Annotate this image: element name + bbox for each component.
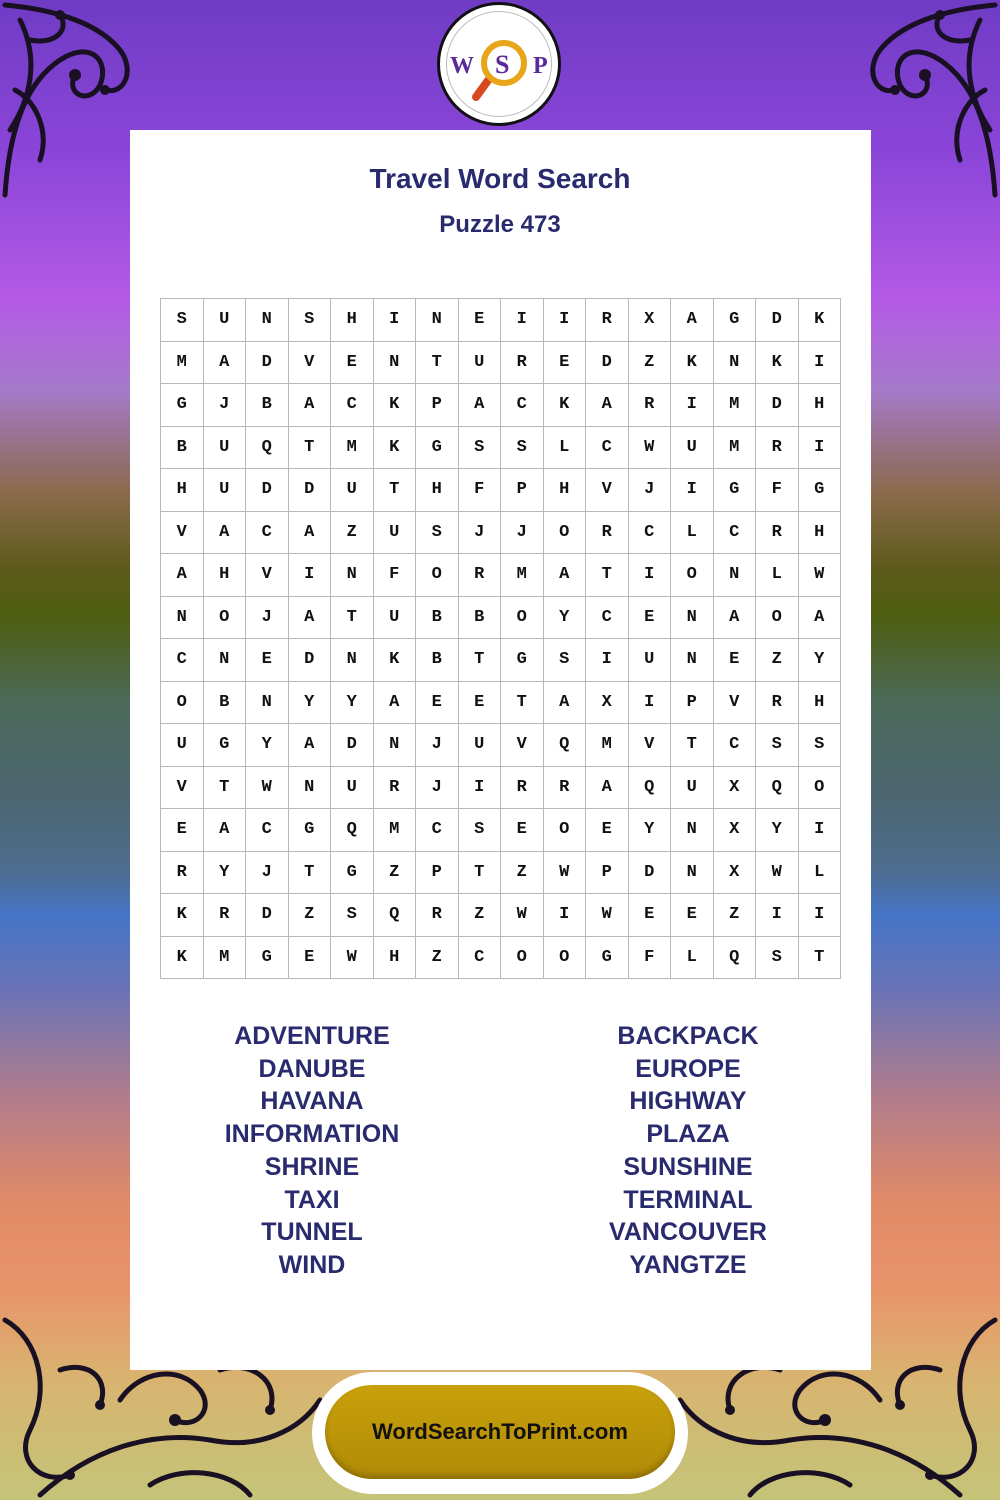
grid-cell[interactable]: N [246,299,289,342]
grid-cell[interactable]: B [416,597,459,640]
grid-cell[interactable]: R [586,512,629,555]
grid-cell[interactable]: H [416,469,459,512]
grid-cell[interactable]: H [374,937,417,980]
grid-cell[interactable]: P [671,682,714,725]
grid-cell[interactable]: Z [629,342,672,385]
grid-cell[interactable]: V [161,767,204,810]
grid-cell[interactable]: I [544,894,587,937]
grid-cell[interactable]: S [544,639,587,682]
grid-cell[interactable]: V [586,469,629,512]
grid-cell[interactable]: D [756,299,799,342]
grid-cell[interactable]: R [161,852,204,895]
grid-cell[interactable]: N [714,554,757,597]
grid-cell[interactable]: N [671,597,714,640]
grid-cell[interactable]: F [629,937,672,980]
grid-cell[interactable]: L [671,937,714,980]
grid-cell[interactable]: R [586,299,629,342]
grid-cell[interactable]: C [586,427,629,470]
grid-cell[interactable]: G [501,639,544,682]
grid-cell[interactable]: Z [374,852,417,895]
word-list-item: ADVENTURE [234,1022,390,1050]
grid-cell[interactable]: S [289,299,332,342]
grid-cell[interactable]: O [544,937,587,980]
grid-cell[interactable]: W [501,894,544,937]
grid-cell[interactable]: P [501,469,544,512]
grid-cell[interactable]: G [246,937,289,980]
grid-cell[interactable]: O [671,554,714,597]
grid-cell[interactable]: I [629,554,672,597]
grid-cell[interactable]: T [586,554,629,597]
grid-cell[interactable]: N [671,852,714,895]
grid-cell[interactable]: X [714,809,757,852]
grid-cell[interactable]: U [161,724,204,767]
grid-cell[interactable]: E [586,809,629,852]
grid-cell[interactable]: H [331,299,374,342]
site-logo[interactable] [437,2,561,126]
grid-cell[interactable]: K [161,937,204,980]
grid-cell[interactable]: C [629,512,672,555]
grid-cell[interactable]: H [799,682,842,725]
grid-cell[interactable]: A [289,512,332,555]
grid-cell[interactable]: V [501,724,544,767]
grid-cell[interactable]: E [459,682,502,725]
word-list-item: SUNSHINE [623,1152,753,1181]
grid-cell[interactable]: S [799,724,842,767]
website-link-button[interactable] [325,1385,675,1479]
grid-cell[interactable]: R [416,894,459,937]
grid-cell[interactable]: W [799,554,842,597]
grid-cell[interactable]: D [289,639,332,682]
grid-cell[interactable]: J [416,767,459,810]
grid-cell[interactable]: S [501,427,544,470]
grid-cell[interactable]: K [374,427,417,470]
grid-cell[interactable]: Z [756,639,799,682]
grid-cell[interactable]: S [416,512,459,555]
grid-cell[interactable]: K [756,342,799,385]
grid-cell[interactable]: R [629,384,672,427]
grid-cell[interactable]: M [586,724,629,767]
grid-cell[interactable]: U [459,724,502,767]
grid-cell[interactable]: L [799,852,842,895]
grid-cell[interactable]: K [374,639,417,682]
grid-cell[interactable]: Y [204,852,247,895]
grid-cell[interactable]: N [671,639,714,682]
grid-cell[interactable]: C [714,512,757,555]
grid-cell[interactable]: U [671,427,714,470]
grid-cell[interactable]: N [374,342,417,385]
grid-cell[interactable]: Z [459,894,502,937]
grid-cell[interactable]: Y [289,682,332,725]
grid-cell[interactable]: D [629,852,672,895]
grid-cell[interactable]: Q [374,894,417,937]
word-list-item: INFORMATION [224,1120,400,1149]
grid-cell[interactable]: A [289,384,332,427]
grid-cell[interactable]: R [501,767,544,810]
logo-letter-s: S [495,50,510,79]
grid-cell[interactable]: I [629,682,672,725]
grid-cell[interactable]: R [459,554,502,597]
word-list-item: YANGTZE [629,1250,747,1279]
grid-cell[interactable]: S [756,937,799,980]
word-list-left [162,1020,462,1282]
grid-cell[interactable]: J [246,597,289,640]
grid-cell[interactable]: R [204,894,247,937]
grid-cell[interactable]: U [374,597,417,640]
grid-cell[interactable]: Z [714,894,757,937]
grid-cell[interactable]: N [374,724,417,767]
grid-cell[interactable]: T [459,852,502,895]
grid-cell[interactable]: A [204,809,247,852]
grid-cell[interactable]: Y [629,809,672,852]
grid-cell[interactable]: D [756,384,799,427]
grid-cell[interactable]: V [289,342,332,385]
grid-cell[interactable]: C [161,639,204,682]
word-list-item: BACKPACK [617,1022,759,1050]
grid-cell[interactable]: A [289,724,332,767]
grid-cell[interactable]: X [714,767,757,810]
grid-cell[interactable]: C [246,512,289,555]
grid-cell[interactable]: K [799,299,842,342]
grid-cell[interactable]: E [629,894,672,937]
grid-cell[interactable]: L [756,554,799,597]
grid-cell[interactable]: A [799,597,842,640]
grid-cell[interactable]: B [204,682,247,725]
word-list-item: EUROPE [635,1054,741,1083]
website-link-label: WordSearchToPrint.com [372,1419,628,1444]
logo-letter-p: P [533,53,548,79]
grid-cell[interactable]: I [799,809,842,852]
grid-cell[interactable]: R [756,512,799,555]
grid-cell[interactable]: Z [501,852,544,895]
grid-cell[interactable]: Q [629,767,672,810]
grid-cell[interactable]: O [204,597,247,640]
grid-cell[interactable]: D [246,469,289,512]
grid-cell[interactable]: E [544,342,587,385]
grid-cell[interactable]: E [289,937,332,980]
grid-cell[interactable]: G [204,724,247,767]
grid-cell[interactable]: Q [246,427,289,470]
word-list-item: DANUBE [258,1054,366,1083]
grid-cell[interactable]: D [331,724,374,767]
grid-cell[interactable]: W [756,852,799,895]
grid-cell[interactable]: N [246,682,289,725]
grid-cell[interactable]: X [586,682,629,725]
grid-cell[interactable]: T [289,852,332,895]
word-list-item: HIGHWAY [629,1087,747,1116]
grid-cell[interactable]: W [629,427,672,470]
grid-cell[interactable]: V [629,724,672,767]
grid-cell[interactable]: H [544,469,587,512]
grid-cell[interactable]: B [161,427,204,470]
grid-cell[interactable]: A [459,384,502,427]
grid-cell[interactable]: A [671,299,714,342]
grid-cell[interactable]: C [714,724,757,767]
grid-cell[interactable]: S [459,427,502,470]
grid-cell[interactable]: Z [289,894,332,937]
grid-cell[interactable]: O [501,597,544,640]
grid-cell[interactable]: T [416,342,459,385]
grid-cell[interactable]: F [374,554,417,597]
word-list-item: TUNNEL [261,1218,363,1247]
grid-cell[interactable]: V [161,512,204,555]
grid-cell[interactable]: C [501,384,544,427]
grid-cell[interactable]: A [586,384,629,427]
grid-cell[interactable]: R [374,767,417,810]
grid-cell[interactable]: N [204,639,247,682]
word-list-item: TERMINAL [623,1185,753,1214]
word-list-item: TAXI [284,1185,340,1214]
grid-cell[interactable]: G [289,809,332,852]
grid-cell[interactable]: T [204,767,247,810]
grid-cell[interactable]: I [459,767,502,810]
grid-cell[interactable]: X [714,852,757,895]
grid-cell[interactable]: G [161,384,204,427]
grid-cell[interactable]: K [671,342,714,385]
grid-cell[interactable]: I [289,554,332,597]
grid-cell[interactable]: Y [331,682,374,725]
grid-cell[interactable]: U [204,299,247,342]
grid-cell[interactable]: I [671,469,714,512]
grid-cell[interactable]: Y [246,724,289,767]
grid-cell[interactable]: K [161,894,204,937]
grid-cell[interactable]: F [756,469,799,512]
grid-cell[interactable]: S [459,809,502,852]
grid-cell[interactable]: C [331,384,374,427]
grid-cell[interactable]: O [544,809,587,852]
grid-cell[interactable]: G [714,299,757,342]
grid-cell[interactable]: A [544,554,587,597]
grid-cell[interactable]: E [161,809,204,852]
word-list-item: HAVANA [260,1087,364,1116]
grid-cell[interactable]: O [161,682,204,725]
grid-cell[interactable]: S [331,894,374,937]
grid-cell[interactable]: W [544,852,587,895]
grid-cell[interactable]: J [416,724,459,767]
grid-cell[interactable]: C [586,597,629,640]
grid-cell[interactable]: U [204,469,247,512]
grid-cell[interactable]: A [544,682,587,725]
grid-cell[interactable]: M [501,554,544,597]
grid-cell[interactable]: N [331,639,374,682]
grid-cell[interactable]: Y [756,809,799,852]
grid-cell[interactable]: A [161,554,204,597]
grid-cell[interactable]: U [204,427,247,470]
grid-cell[interactable]: T [799,937,842,980]
grid-cell[interactable]: B [416,639,459,682]
grid-cell[interactable]: D [586,342,629,385]
grid-cell[interactable]: O [799,767,842,810]
grid-cell[interactable]: L [544,427,587,470]
grid-cell[interactable]: C [459,937,502,980]
grid-cell[interactable]: P [416,384,459,427]
grid-cell[interactable]: J [629,469,672,512]
grid-cell[interactable]: Z [331,512,374,555]
grid-cell[interactable]: T [501,682,544,725]
grid-cell[interactable]: K [374,384,417,427]
grid-cell[interactable]: O [756,597,799,640]
grid-cell[interactable]: P [586,852,629,895]
grid-cell[interactable]: H [799,384,842,427]
grid-cell[interactable]: M [374,809,417,852]
grid-cell[interactable]: M [714,427,757,470]
grid-cell[interactable]: W [586,894,629,937]
grid-cell[interactable]: J [246,852,289,895]
grid-cell[interactable]: E [459,299,502,342]
word-list-item: VANCOUVER [609,1218,767,1247]
grid-cell[interactable]: T [459,639,502,682]
word-list-item: WIND [278,1250,346,1279]
grid-cell[interactable]: M [204,937,247,980]
grid-cell[interactable]: U [374,512,417,555]
grid-cell[interactable]: U [459,342,502,385]
grid-cell[interactable]: I [671,384,714,427]
grid-cell[interactable]: I [799,427,842,470]
grid-cell[interactable]: J [204,384,247,427]
grid-cell[interactable]: O [501,937,544,980]
grid-cell[interactable]: A [204,512,247,555]
grid-cell[interactable]: X [629,299,672,342]
grid-cell[interactable]: M [331,427,374,470]
letter-grid [160,298,841,979]
grid-cell[interactable]: B [246,384,289,427]
grid-cell[interactable]: I [799,342,842,385]
grid-cell[interactable]: E [714,639,757,682]
grid-cell[interactable]: V [714,682,757,725]
grid-cell[interactable]: N [331,554,374,597]
grid-cell[interactable]: F [459,469,502,512]
grid-cell[interactable]: J [459,512,502,555]
grid-cell[interactable]: N [161,597,204,640]
grid-cell[interactable]: M [714,384,757,427]
puzzle-title: Travel Word Search [369,163,631,194]
grid-cell[interactable]: D [246,894,289,937]
grid-cell[interactable]: U [331,767,374,810]
grid-cell[interactable]: W [331,937,374,980]
grid-cell[interactable]: I [544,299,587,342]
grid-cell[interactable]: S [756,724,799,767]
grid-cell[interactable]: N [416,299,459,342]
word-list-item: SHRINE [264,1152,360,1181]
grid-cell[interactable]: E [501,809,544,852]
grid-cell[interactable]: H [204,554,247,597]
grid-cell[interactable]: C [416,809,459,852]
grid-cell[interactable]: T [374,469,417,512]
grid-cell[interactable]: N [671,809,714,852]
grid-cell[interactable]: P [416,852,459,895]
grid-cell[interactable]: T [289,427,332,470]
grid-cell[interactable]: L [671,512,714,555]
word-list-item: PLAZA [646,1120,730,1149]
grid-cell[interactable]: A [586,767,629,810]
grid-cell[interactable]: H [161,469,204,512]
grid-cell[interactable]: I [586,639,629,682]
grid-cell[interactable]: E [246,639,289,682]
grid-cell[interactable]: I [756,894,799,937]
grid-cell[interactable]: I [374,299,417,342]
grid-cell[interactable]: Z [416,937,459,980]
grid-cell[interactable]: J [501,512,544,555]
grid-cell[interactable]: G [586,937,629,980]
grid-cell[interactable]: A [374,682,417,725]
grid-cell[interactable]: G [714,469,757,512]
grid-cell[interactable]: D [246,342,289,385]
grid-cell[interactable]: U [671,767,714,810]
grid-cell[interactable]: R [544,767,587,810]
puzzle-number: Puzzle 473 [439,211,561,238]
grid-cell[interactable]: E [331,342,374,385]
grid-cell[interactable]: N [714,342,757,385]
grid-cell[interactable]: Q [331,809,374,852]
grid-cell[interactable]: E [416,682,459,725]
word-list-right [538,1020,838,1282]
grid-cell[interactable]: N [289,767,332,810]
grid-cell[interactable]: U [629,639,672,682]
grid-cell[interactable]: H [799,512,842,555]
grid-cell[interactable]: O [416,554,459,597]
grid-cell[interactable]: K [544,384,587,427]
grid-cell[interactable]: G [331,852,374,895]
logo-letter-w: W [450,53,474,79]
grid-cell[interactable]: R [501,342,544,385]
grid-cell[interactable]: B [459,597,502,640]
grid-cell[interactable]: R [756,682,799,725]
grid-cell[interactable]: G [799,469,842,512]
grid-cell[interactable]: Q [714,937,757,980]
grid-cell[interactable]: G [416,427,459,470]
grid-cell[interactable]: W [246,767,289,810]
grid-cell[interactable]: V [246,554,289,597]
grid-cell[interactable]: E [671,894,714,937]
grid-cell[interactable]: Q [544,724,587,767]
grid-cell[interactable]: S [161,299,204,342]
grid-cell[interactable]: A [714,597,757,640]
grid-cell[interactable]: R [756,427,799,470]
grid-cell[interactable]: I [501,299,544,342]
grid-cell[interactable]: T [671,724,714,767]
grid-cell[interactable]: I [799,894,842,937]
grid-cell[interactable]: O [544,512,587,555]
grid-cell[interactable]: U [331,469,374,512]
grid-cell[interactable]: Y [544,597,587,640]
grid-cell[interactable]: M [161,342,204,385]
grid-cell[interactable]: Q [756,767,799,810]
grid-cell[interactable]: A [289,597,332,640]
grid-cell[interactable]: C [246,809,289,852]
grid-cell[interactable]: T [331,597,374,640]
grid-cell[interactable]: Y [799,639,842,682]
grid-cell[interactable]: D [289,469,332,512]
grid-cell[interactable]: A [204,342,247,385]
grid-cell[interactable]: E [629,597,672,640]
